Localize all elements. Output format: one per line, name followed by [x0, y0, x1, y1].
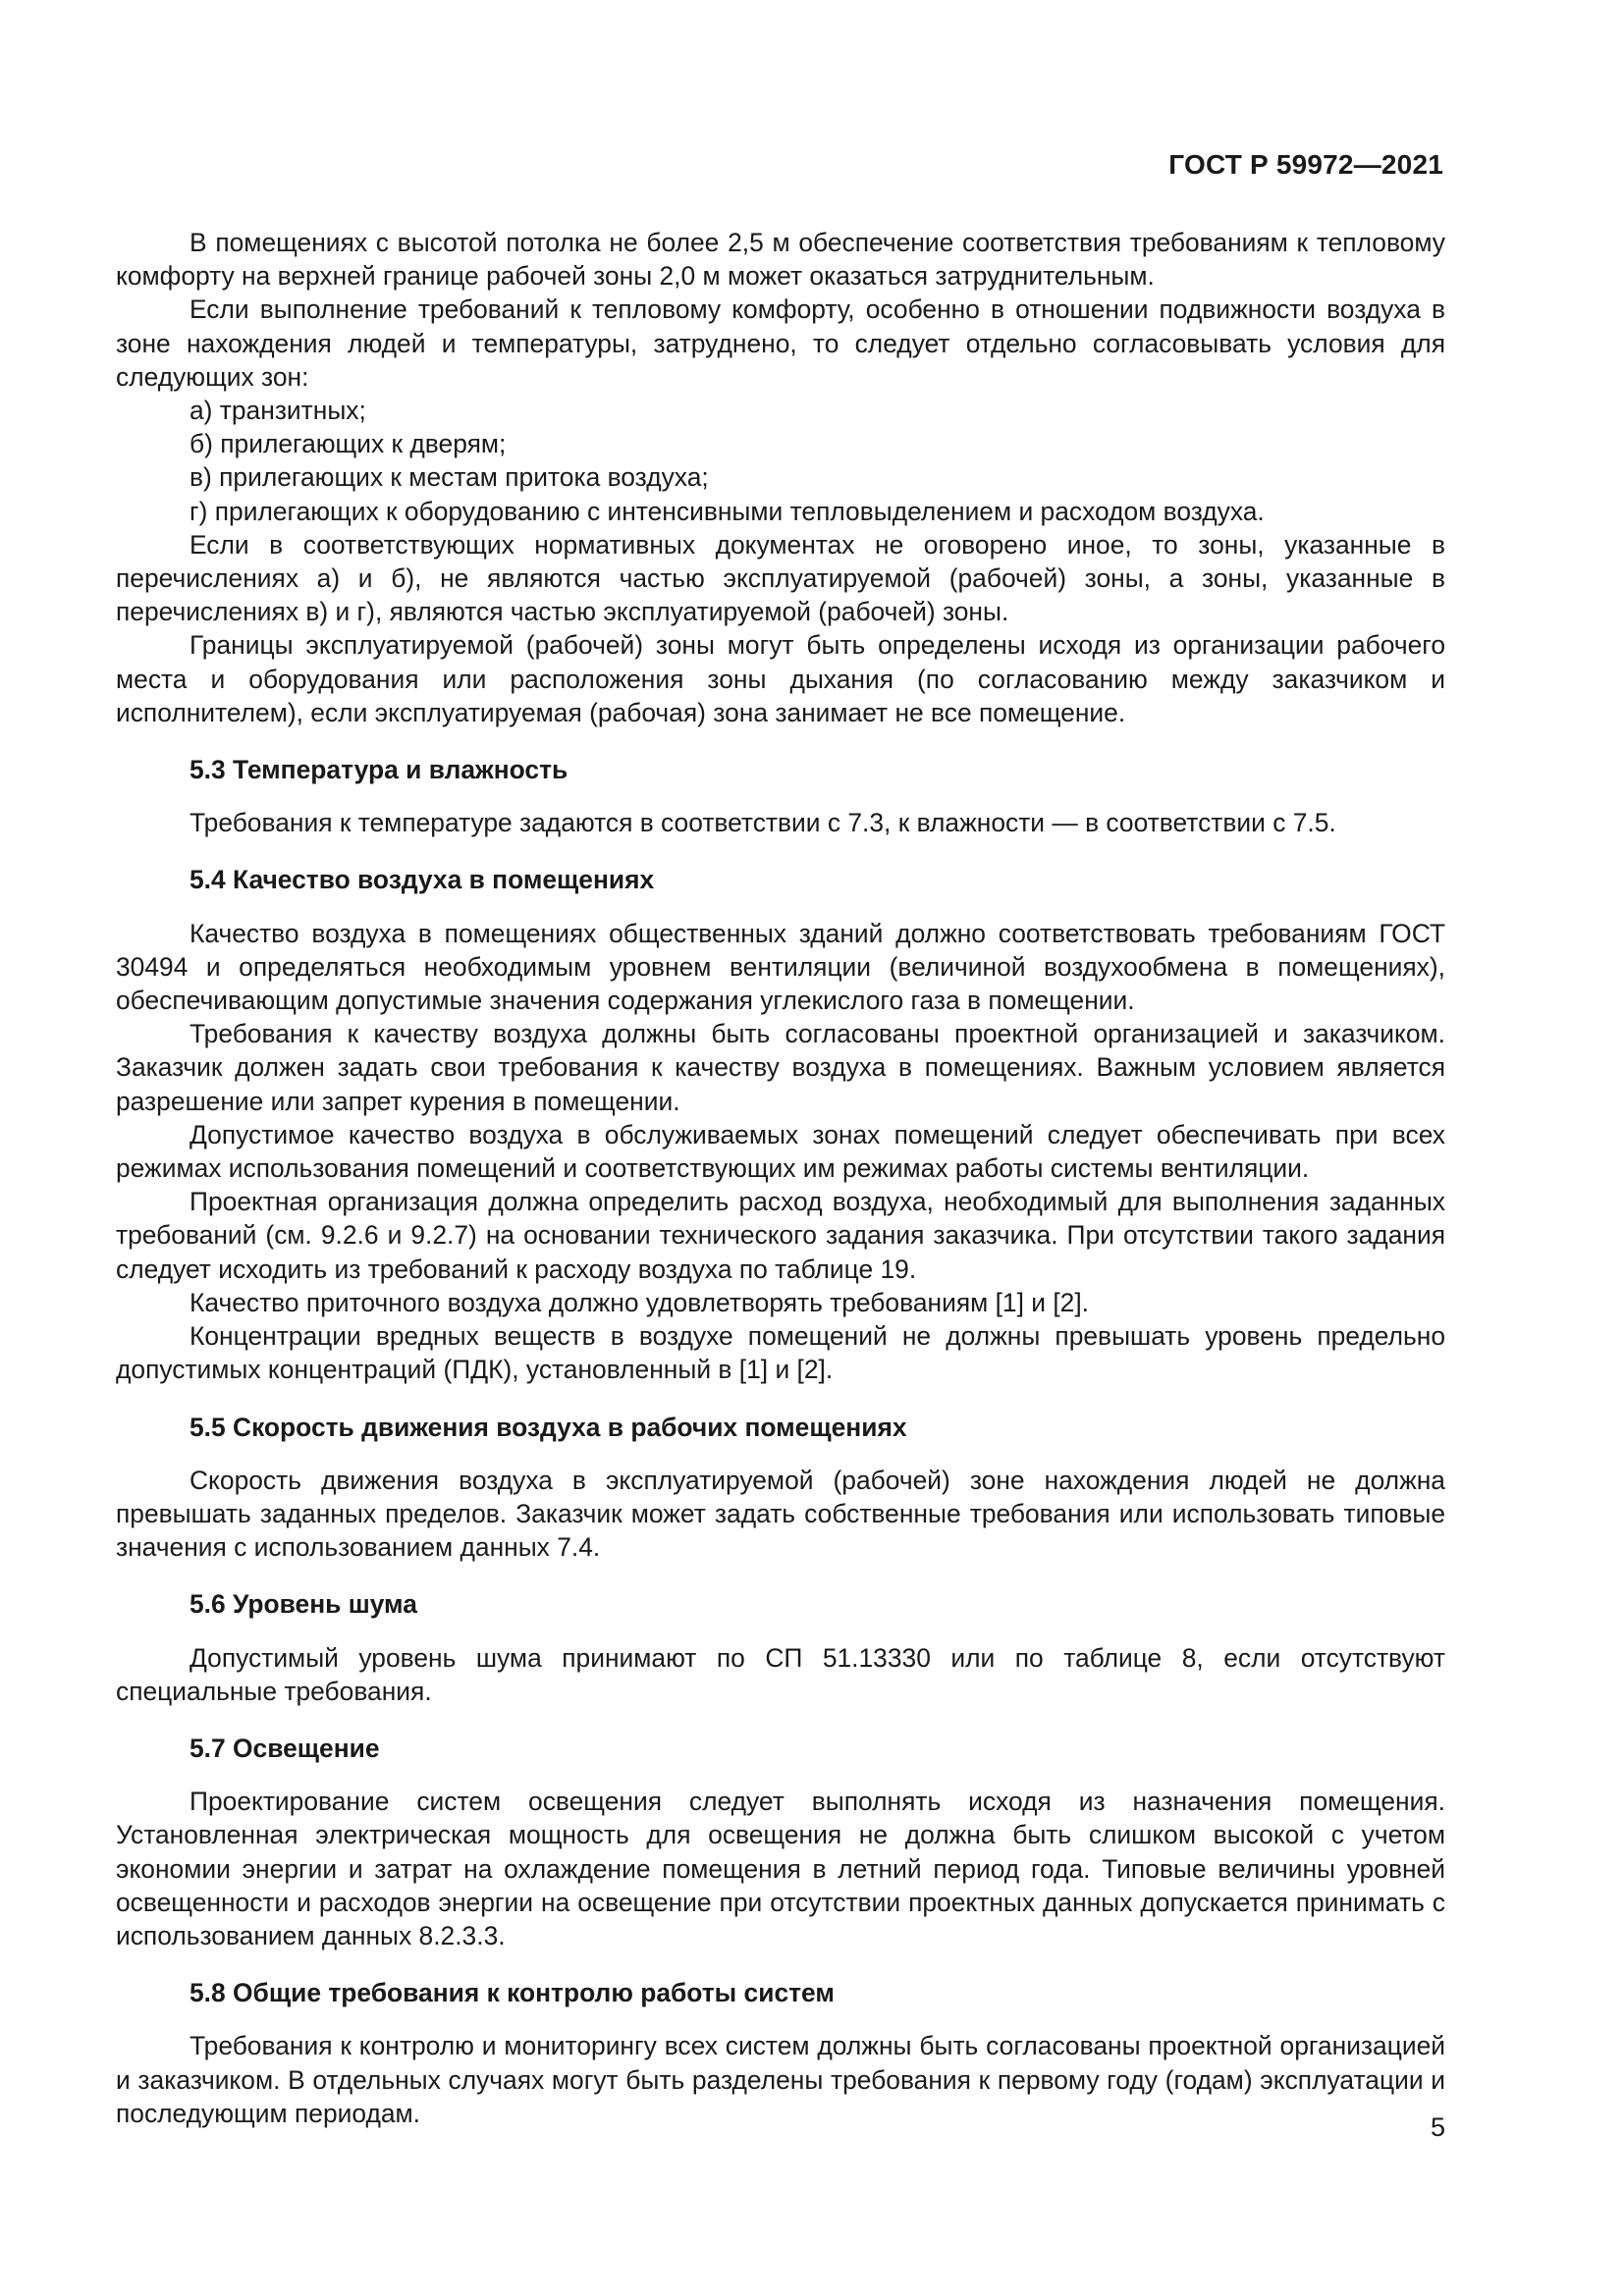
paragraph: Если в соответствующих нормативных документах не оговорено иное, то зоны, указанные в перечислениях а) и б), не являются частью эксплуатируемой (рабочей) зоны, а зоны, указанные в перечислениях в) и г), являются частью эксплуатируемой (рабочей) зоны. — [116, 529, 1445, 627]
paragraph: Требования к контролю и мониторингу всех систем должны быть согласованы проектной организацией и заказчиком. В отдельных случаях могут быть разделены требования к первому году (годам) эксплуатации и последующим периодам. — [116, 2031, 1445, 2128]
paragraph: Проектная организация должна определить расход воздуха, необходимый для выполнения заданных требований (см. 9.2.6 и 9.2.7) на основании технического задания заказчика. При отсутствии такого задания следует исходить из требований к расходу воздуха по таблице 19. — [116, 1187, 1445, 1284]
page-number: 5 — [1430, 2112, 1445, 2142]
paragraph: Проектирование систем освещения следует выполнять исходя из назначения помещения. Установленная электрическая мощность для освещения не должна быть слишком высокой с учетом экономии энергии и затрат на охлаждение помещения в летний период года. Типовые величины уровней освещенности и расходов энергии на освещение при отсутствии проектных данных допускается принимать с использованием данных 8.2.3.3. — [116, 1787, 1445, 1950]
paragraph: Границы эксплуатируемой (рабочей) зоны могут быть определены исходя из организации рабочего места и оборудования или расположения зоны дыхания (по согласованию между заказчиком и исполнителем), если эксплуатируемая (рабочая) зона занимает не все помещение. — [116, 630, 1445, 727]
section-heading-5-4: 5.4 Качество воздуха в помещениях — [189, 865, 655, 895]
paragraph: В помещениях с высотой потолка не более 2,5 м обеспечение соответствия требованиям к тепловому комфорту на верхней границе рабочей зоны 2,0 м может оказаться затруднительным. — [116, 228, 1445, 292]
document-code: ГОСТ Р 59972—2021 — [1168, 149, 1443, 180]
section-heading-5-7: 5.7 Освещение — [189, 1733, 380, 1763]
document-body — [116, 226, 1445, 2130]
paragraph: Требования к качеству воздуха должны быть согласованы проектной организацией и заказчиком. Заказчик должен задать свои требования к качеству воздуха в помещениях. Важным условием является разрешение или запрет курения в помещении. — [116, 1019, 1445, 1116]
paragraph: Допустимый уровень шума принимают по СП 51.13330 или по таблице 8, если отсутствуют специальные требования. — [116, 1642, 1445, 1706]
paragraph: Если выполнение требований к тепловому комфорту, особенно в отношении подвижности воздуха в зоне нахождения людей и температуры, затруднено, то следует отдельно согласовывать условия для следующих зон: — [116, 294, 1445, 392]
paragraph: Допустимое качество воздуха в обслуживаемых зонах помещений следует обеспечивать при всех режимах использования помещений и соответствующих им режимах работы системы вентиляции. — [116, 1119, 1445, 1184]
list-item: а) транзитных; — [189, 396, 366, 426]
paragraph: Качество воздуха в помещениях общественных зданий должно соответствовать требованиям ГОСТ 30494 и определяться необходимым уровнем вентиляции (величиной воздухообмена в помещениях), обеспечивающим допустимые значения содержания углекислого газа в помещении. — [116, 918, 1445, 1016]
section-heading-5-5: 5.5 Скорость движения воздуха в рабочих помещениях — [189, 1412, 907, 1442]
paragraph: Скорость движения воздуха в эксплуатируемой (рабочей) зоне нахождения людей не должна превышать заданных пределов. Заказчик может задать собственные требования или использовать типовые значения с использованием данных 7.4. — [116, 1465, 1445, 1563]
list-item: г) прилегающих к оборудованию с интенсивными тепловыделением и расходом воздуха. — [189, 496, 1265, 526]
section-heading-5-8: 5.8 Общие требования к контролю работы систем — [189, 1978, 835, 2008]
paragraph: Концентрации вредных веществ в воздухе помещений не должны превышать уровень предельно допустимых концентраций (ПДК), установленный в [1] и [2]. — [116, 1321, 1445, 1385]
paragraph: Требования к температуре задаются в соответствии с 7.3, к влажности — в соответствии с 7.5. — [189, 808, 1336, 838]
list-item: в) прилегающих к местам притока воздуха; — [189, 462, 709, 493]
section-heading-5-3: 5.3 Температура и влажность — [189, 755, 568, 785]
paragraph: Качество приточного воздуха должно удовлетворять требованиям [1] и [2]. — [189, 1287, 1090, 1317]
section-heading-5-6: 5.6 Уровень шума — [189, 1589, 417, 1620]
list-item: б) прилегающих к дверям; — [189, 429, 507, 459]
